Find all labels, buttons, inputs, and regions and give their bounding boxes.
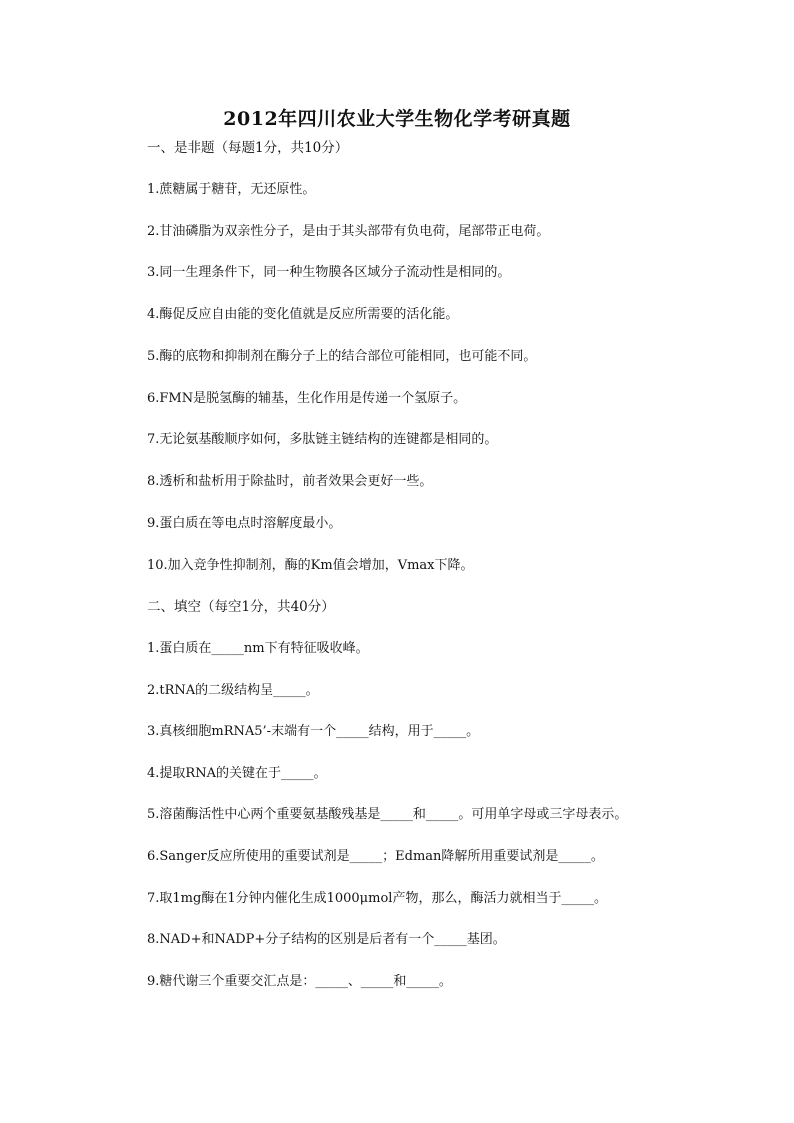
question-item: 5.酶的底物和抑制剂在酶分子上的结合部位可能相同，也可能不同。 xyxy=(147,349,537,364)
question-item: 8.透析和盐析用于除盐时，前者效果会更好一些。 xyxy=(147,474,433,489)
question-item: 7.无论氨基酸顺序如何，多肽链主链结构的连键都是相同的。 xyxy=(147,432,498,447)
question-item: 4.提取RNA的关键在于_____。 xyxy=(147,766,327,781)
question-item: 7.取1mg酶在1分钟内催化生成1000μmol产物，那么，酶活力就相当于_____。 xyxy=(147,891,607,906)
question-item: 1.蛋白质在_____nm下有特征吸收峰。 xyxy=(147,641,369,656)
question-item: 3.同一生理条件下，同一种生物膜各区域分子流动性是相同的。 xyxy=(147,265,511,280)
section-heading-fill-in: 二、填空（每空1分，共40分） xyxy=(147,599,335,615)
question-item: 4.酶促反应自由能的变化值就是反应所需要的活化能。 xyxy=(147,307,459,322)
question-item: 8.NAD+和NADP+分子结构的区别是后者有一个_____基团。 xyxy=(147,932,506,947)
question-item: 6.FMN是脱氢酶的辅基，生化作用是传递一个氢原子。 xyxy=(147,391,467,406)
question-item: 9.蛋白质在等电点时溶解度最小。 xyxy=(147,516,342,531)
question-item: 9.糖代谢三个重要交汇点是：_____、_____和_____。 xyxy=(147,974,452,989)
section-heading-true-false: 一、是非题（每题1分，共10分） xyxy=(147,140,349,156)
question-item: 10.加入竞争性抑制剂，酶的Km值会增加，Vmax下降。 xyxy=(147,558,474,573)
question-item: 3.真核细胞mRNA5’-末端有一个_____结构，用于_____。 xyxy=(147,724,480,739)
question-item: 2.甘油磷脂为双亲性分子，是由于其头部带有负电荷，尾部带正电荷。 xyxy=(147,224,550,239)
page-title: 2012年四川农业大学生物化学考研真题 xyxy=(223,108,571,130)
question-item: 6.Sanger反应所使用的重要试剂是_____；Edman降解所用重要试剂是_____。 xyxy=(147,849,604,864)
question-item: 5.溶菌酶活性中心两个重要氨基酸残基是_____和_____。可用单字母或三字母表示。 xyxy=(147,807,628,822)
question-item: 2.tRNA的二级结构呈_____。 xyxy=(147,683,319,698)
question-item: 1.蔗糖属于糖苷，无还原性。 xyxy=(147,182,316,197)
